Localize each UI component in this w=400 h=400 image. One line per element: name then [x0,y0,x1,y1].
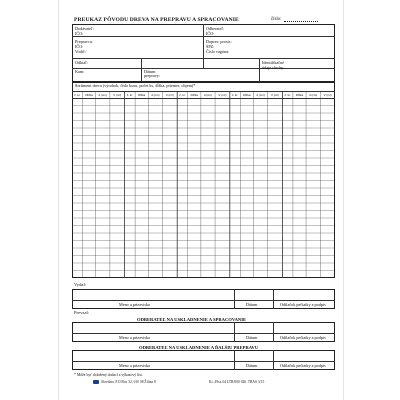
wagon-label: Číslo vagóna: [206,49,230,54]
column-header: d (cm) [151,92,160,97]
column-header: Dĺžka [190,92,198,97]
document-number-label: číslo: [271,17,282,22]
consignee-transport-heading: ODBERATEĽ NA USKLADNENIE A ĎALŠIU PREPRAVU [139,345,259,350]
ident-sub-label: údaje cluchy: [262,65,285,70]
ident-label: Identifikačné [262,60,285,65]
date-sub-label: prepravy: [144,73,161,78]
column-header: V (m³) [165,92,174,97]
carrier-label: Prepravca: [75,39,93,44]
issued-by-label: Vydal: [74,282,86,287]
column-header: V (m³) [271,92,280,97]
carrier-ico-label: IČO: [75,44,84,49]
column-header: V (m³) [218,92,227,97]
issued-stamp-label: Odtlačok pečiatky a podpis [280,301,326,307]
consignee-processing-heading: ODBERATEĽ NA USKLADNENIE A SPRACOVANIE [137,317,247,322]
document-sheet [58,0,344,400]
issued-date-label: Dátum [246,301,258,307]
column-header: V (m³) [113,92,122,97]
transport-date-label: Dátum [246,362,258,368]
received-name-label: Meno a priezvisko [119,334,151,340]
supplier-label: Dodávateľ: [75,26,94,31]
from-label: Odkiaľ: [75,60,89,65]
date-label: Dátum [144,69,156,74]
received-date-label: Dátum [246,334,258,340]
document-title: PREUKAZ PÔVODU DREVA NA PREPRAVU A SPRACOVANIE [74,17,239,23]
column-header: d (cm) [98,92,107,97]
received-by-label: Prevzal: [74,310,90,315]
column-header: Dĺžka [243,92,251,97]
transport-name-label: Meno a priezvisko [119,362,151,368]
column-header: č. kr. [126,92,133,97]
transport-stamp-label: Odtlačok pečiatky a podpis [280,362,326,368]
document-number [271,17,318,22]
column-header: Dĺžka [138,92,146,97]
received-stamp-label: Odtlačok pečiatky a podpis [280,334,326,340]
issued-name-label: Meno a priezvisko [119,301,151,307]
column-header: č. kr. [74,92,81,97]
column-header: d (cm) [256,92,265,97]
column-header: V (m³) [323,92,332,97]
supplier-ico-label: IČO: [75,30,84,36]
to-label: Kam: [75,69,85,74]
publisher-logo [93,380,99,384]
footnote: * Môže byť doložený dodací a výkazový list. [74,373,143,377]
column-header: č. kr. [284,92,291,97]
sortiment-label: Sortiment dreva (výrobok, číslo kusu, počet ks, dĺžka, priemer, objem)* [75,83,196,88]
plate-label: ŠPZ: [206,44,215,49]
customer-ico-label: IČO: [206,30,215,36]
customer-label: Odberateľ: [206,26,225,31]
column-header: Dĺžka [295,92,304,97]
column-header: č. kr. [232,92,239,97]
column-header: č. kr. [179,92,186,97]
document-number-field[interactable] [284,17,318,22]
vehicle-label: Doprav. prostr.: [206,39,233,44]
column-header: d (cm) [203,92,213,97]
column-header: d (cm) [309,92,318,97]
publisher-info: Slovdata, P.O.Box 32, 010 08 Žilina 8 [101,380,156,384]
driver-label: Vodič: [75,49,86,54]
timber-grid [72,91,335,278]
form-code: Kt. 49xx 04 LTR/000 026. TBAS 3/15 [209,380,265,384]
column-header: Dĺžka [85,92,93,97]
